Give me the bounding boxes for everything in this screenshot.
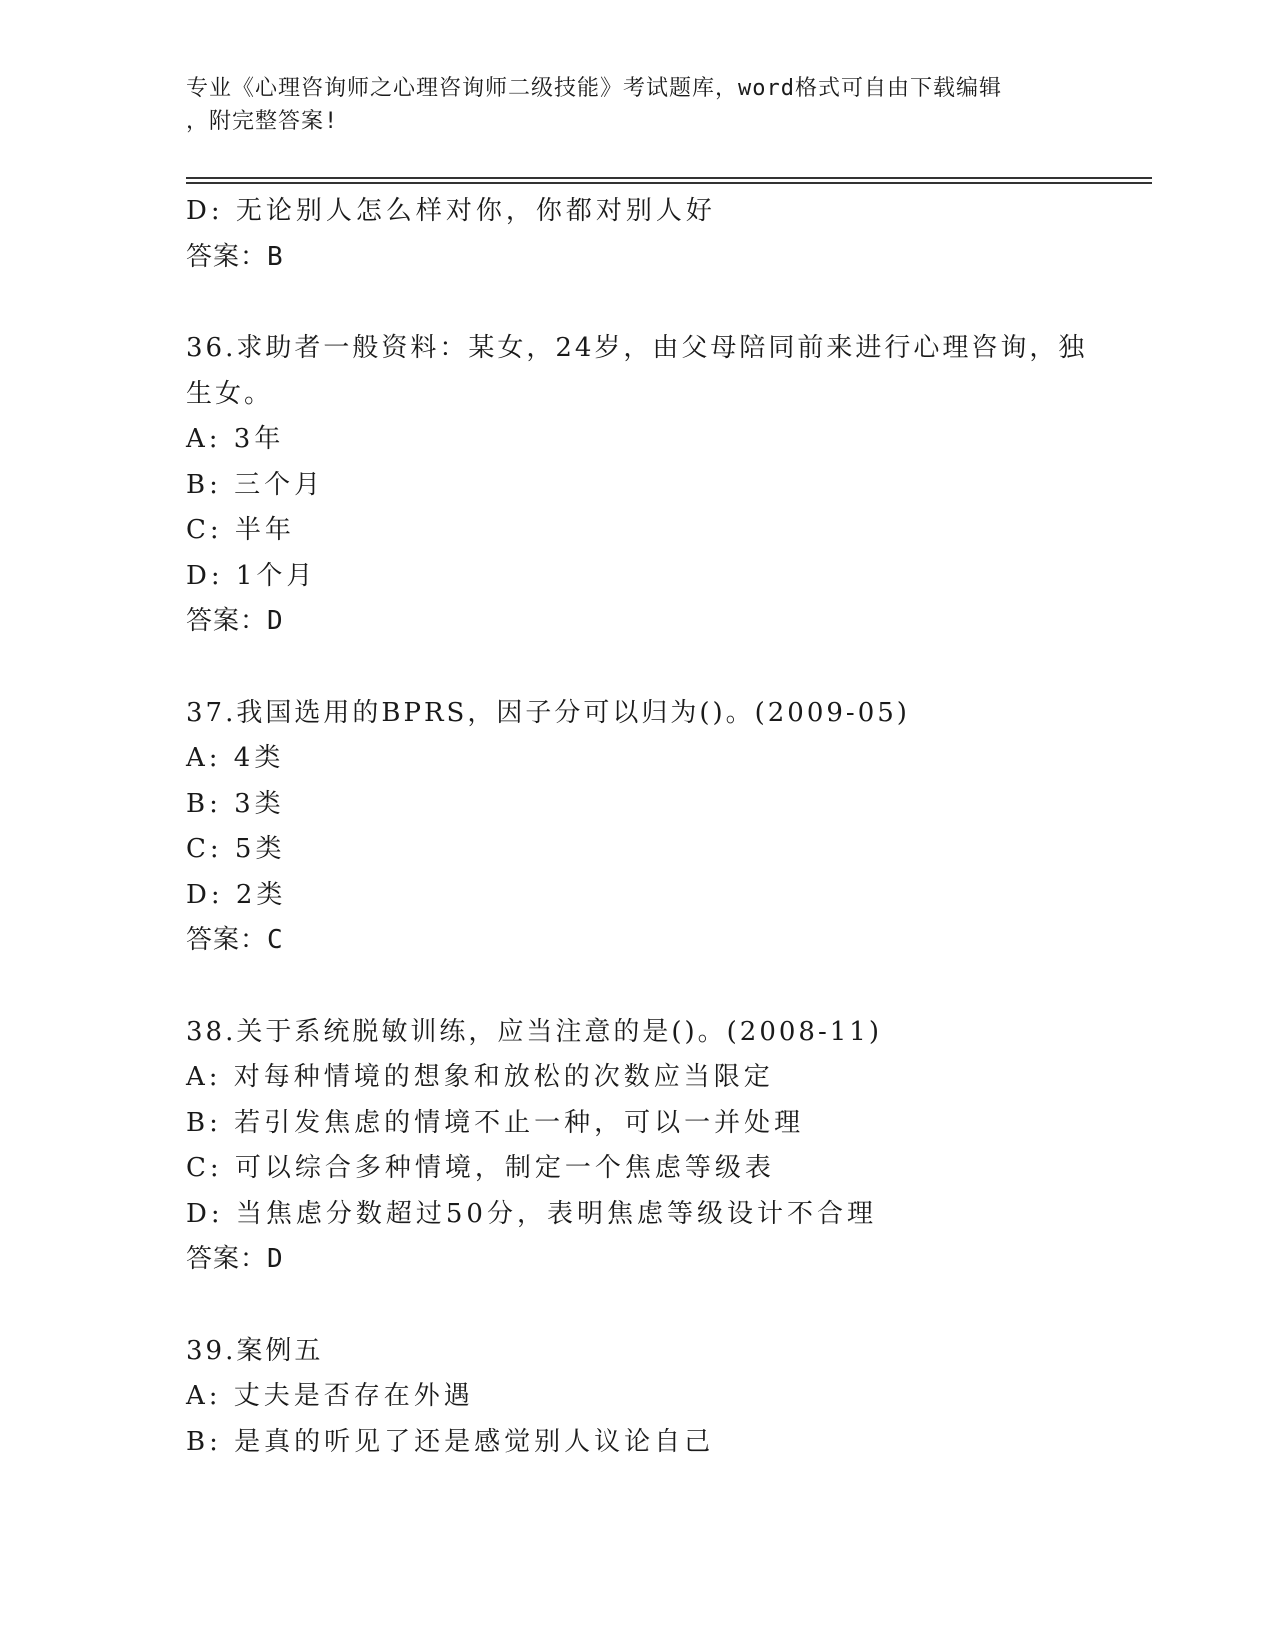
question-38-option-b: B: 若引发焦虑的情境不止一种，可以一并处理 [186,1107,805,1138]
question-36-option-b: B: 三个月 [186,469,325,500]
question-38-option-d: D: 当焦虑分数超过50分，表明焦虑等级设计不合理 [186,1198,877,1229]
prev-answer: 答案：B [186,241,284,272]
question-36-option-c: C: 半年 [186,515,295,545]
question-37-stem: 37.我国选用的BPRS，因子分可以归为()。(2009-05) [186,697,910,728]
question-38-option-a: A: 对每种情境的想象和放松的次数应当限定 [186,1062,774,1092]
question-36-answer: 答案：D [186,606,284,636]
question-39-stem: 39.案例五 [186,1335,324,1366]
question-36-option-a: A: 3年 [186,424,285,454]
header-line-2: ，附完整答案! [186,109,339,134]
question-37-option-a: A: 4类 [186,743,285,773]
question-39-option-a: A: 丈夫是否存在外遇 [186,1381,474,1411]
document-header [186,72,1086,138]
question-37-option-c: C: 5类 [186,834,286,864]
question-38-option-c: C: 可以综合多种情境，制定一个焦虑等级表 [186,1153,775,1183]
question-38-stem: 38.关于系统脱敏训练，应当注意的是()。(2008-11) [186,1016,882,1047]
question-37-option-b: B: 3类 [186,788,285,819]
question-37-answer: 答案：C [186,925,284,955]
spacer [186,1283,1106,1329]
header-divider-top [186,177,1152,179]
question-36-option-d: D: 1个月 [186,560,317,591]
prev-option-d: D: 无论别人怎么样对你，你都对别人好 [186,196,716,226]
question-list [186,189,1106,1465]
question-38-answer: 答案：D [186,1244,284,1274]
question-36-stem-line-1: 36.求助者一般资料：某女，24岁，由父母陪同前来进行心理咨询，独 [186,333,1088,363]
question-36-stem-line-2: 生女。 [186,378,274,409]
header-line-1: 专业《心理咨询师之心理咨询师二级技能》考试题库，word格式可自由下载编辑 [186,76,1002,101]
header-divider-bottom [186,182,1152,184]
question-39-option-b: B: 是真的听见了还是感觉别人议论自己 [186,1426,715,1457]
spacer [186,280,1106,326]
spacer [186,964,1106,1010]
spacer [186,645,1106,691]
question-37-option-d: D: 2类 [186,879,287,910]
